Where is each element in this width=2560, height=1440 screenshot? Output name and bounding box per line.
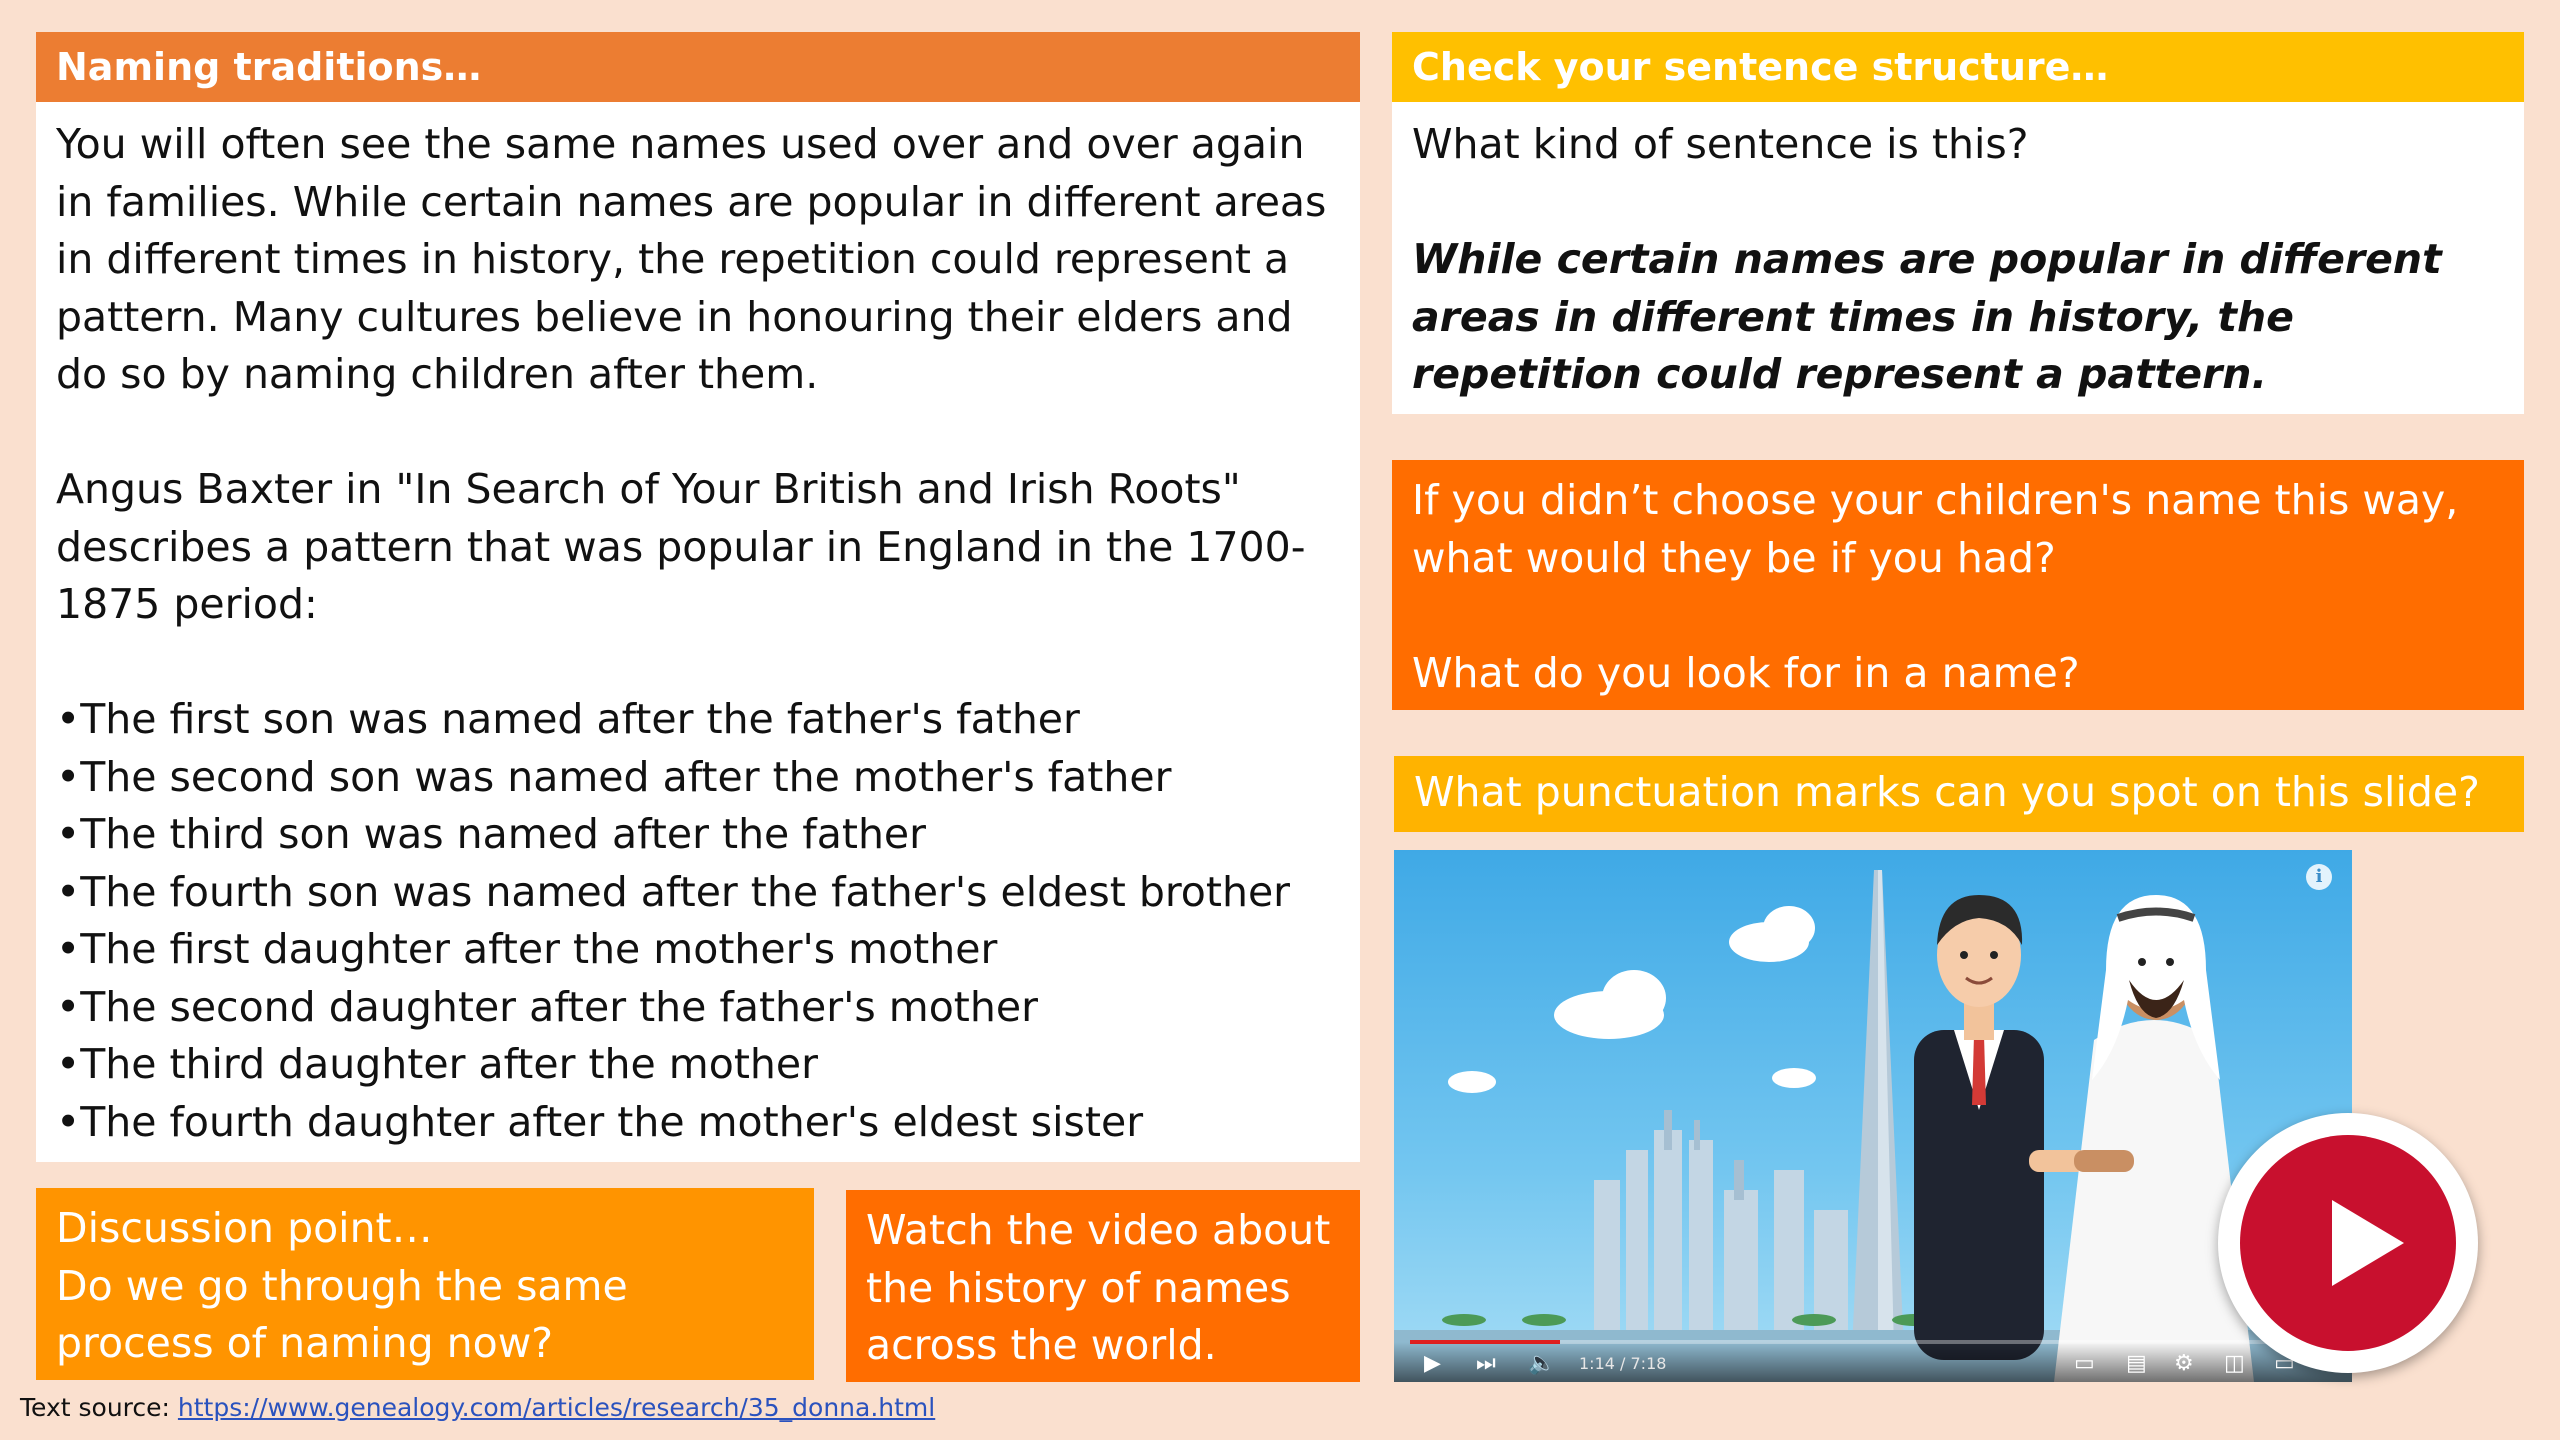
- subtitles-icon[interactable]: ▤: [2126, 1351, 2147, 1376]
- children-names-box: [1392, 460, 2524, 710]
- naming-traditions-header: Naming traditions…: [36, 32, 1360, 102]
- punctuation-box: [1394, 756, 2524, 832]
- play-button-circle: [2240, 1135, 2456, 1351]
- punctuation-question: What punctuation marks can you spot on this slide?: [1414, 768, 2480, 816]
- list-item: • The fourth son was named after the father's eldest brother: [56, 864, 1340, 922]
- source-paragraph: Angus Baxter in "In Search of Your British and Irish Roots" describes a pattern that was popular in England in the 1700-1875 period:: [56, 465, 1306, 628]
- naming-pattern-list: [56, 691, 1340, 1151]
- intro-paragraph: You will often see the same names used over and over again in families. While certain names are popular in different areas in different times in history, the repetition could represent a pattern. Many cultures believe in honouring their elders and do so by naming children after them.: [56, 120, 1327, 398]
- settings-icon[interactable]: ⚙: [2174, 1351, 2194, 1376]
- watch-video-text: Watch the video about the history of names across the world.: [866, 1206, 1331, 1369]
- play-button[interactable]: [2218, 1113, 2478, 1373]
- list-item: • The fourth daughter after the mother's eldest sister: [56, 1094, 1340, 1152]
- businessman-figure: [1914, 895, 2089, 1360]
- list-item: • The first son was named after the father's father: [56, 691, 1340, 749]
- play-icon: [2332, 1200, 2404, 1286]
- text-source: [20, 1393, 935, 1422]
- arab-man-figure: [2054, 895, 2254, 1382]
- captions-icon[interactable]: ▭: [2074, 1351, 2095, 1376]
- theater-icon[interactable]: ▭: [2274, 1351, 2295, 1376]
- sentence-question: What kind of sentence is this?: [1412, 120, 2029, 168]
- video-thumbnail[interactable]: [1394, 850, 2352, 1382]
- cloud-icon: [1448, 906, 1816, 1093]
- volume-icon[interactable]: 🔈: [1528, 1351, 1556, 1376]
- example-sentence: While certain names are popular in different areas in different times in history, the repetition could represent a pattern.: [1412, 235, 2442, 398]
- watch-video-box: [846, 1190, 1360, 1382]
- next-icon[interactable]: ⏭: [1476, 1351, 1496, 1376]
- list-item: • The first daughter after the mother's mother: [56, 921, 1340, 979]
- miniplayer-icon[interactable]: ◫: [2224, 1351, 2245, 1376]
- discussion-point-box: [36, 1188, 814, 1380]
- sentence-structure-header: Check your sentence structure…: [1392, 32, 2524, 102]
- list-item: • The third son was named after the father: [56, 806, 1340, 864]
- list-item: • The second daughter after the father's mother: [56, 979, 1340, 1037]
- children-names-question: If you didn’t choose your children's name this way, what would they be if you had?: [1412, 476, 2459, 582]
- discussion-title: Discussion point…: [56, 1204, 433, 1252]
- name-preference-question: What do you look for in a name?: [1412, 648, 2080, 697]
- video-control-bar: [1394, 1342, 2352, 1382]
- video-scene: [1394, 850, 2352, 1382]
- list-item: • The third daughter after the mother: [56, 1036, 1340, 1094]
- sentence-structure-body: [1392, 102, 2524, 414]
- video-time: 1:14 / 7:18: [1579, 1354, 1667, 1373]
- play-icon[interactable]: ▶: [1424, 1351, 1441, 1376]
- discussion-question: Do we go through the same process of naming now?: [56, 1261, 628, 1367]
- text-source-label: Text source:: [20, 1393, 178, 1422]
- info-icon[interactable]: i: [2306, 864, 2332, 890]
- list-item: • The second son was named after the mother's father: [56, 749, 1340, 807]
- source-link[interactable]: https://www.genealogy.com/articles/research/35_donna.html: [177, 1393, 936, 1422]
- naming-traditions-body: [36, 102, 1360, 1162]
